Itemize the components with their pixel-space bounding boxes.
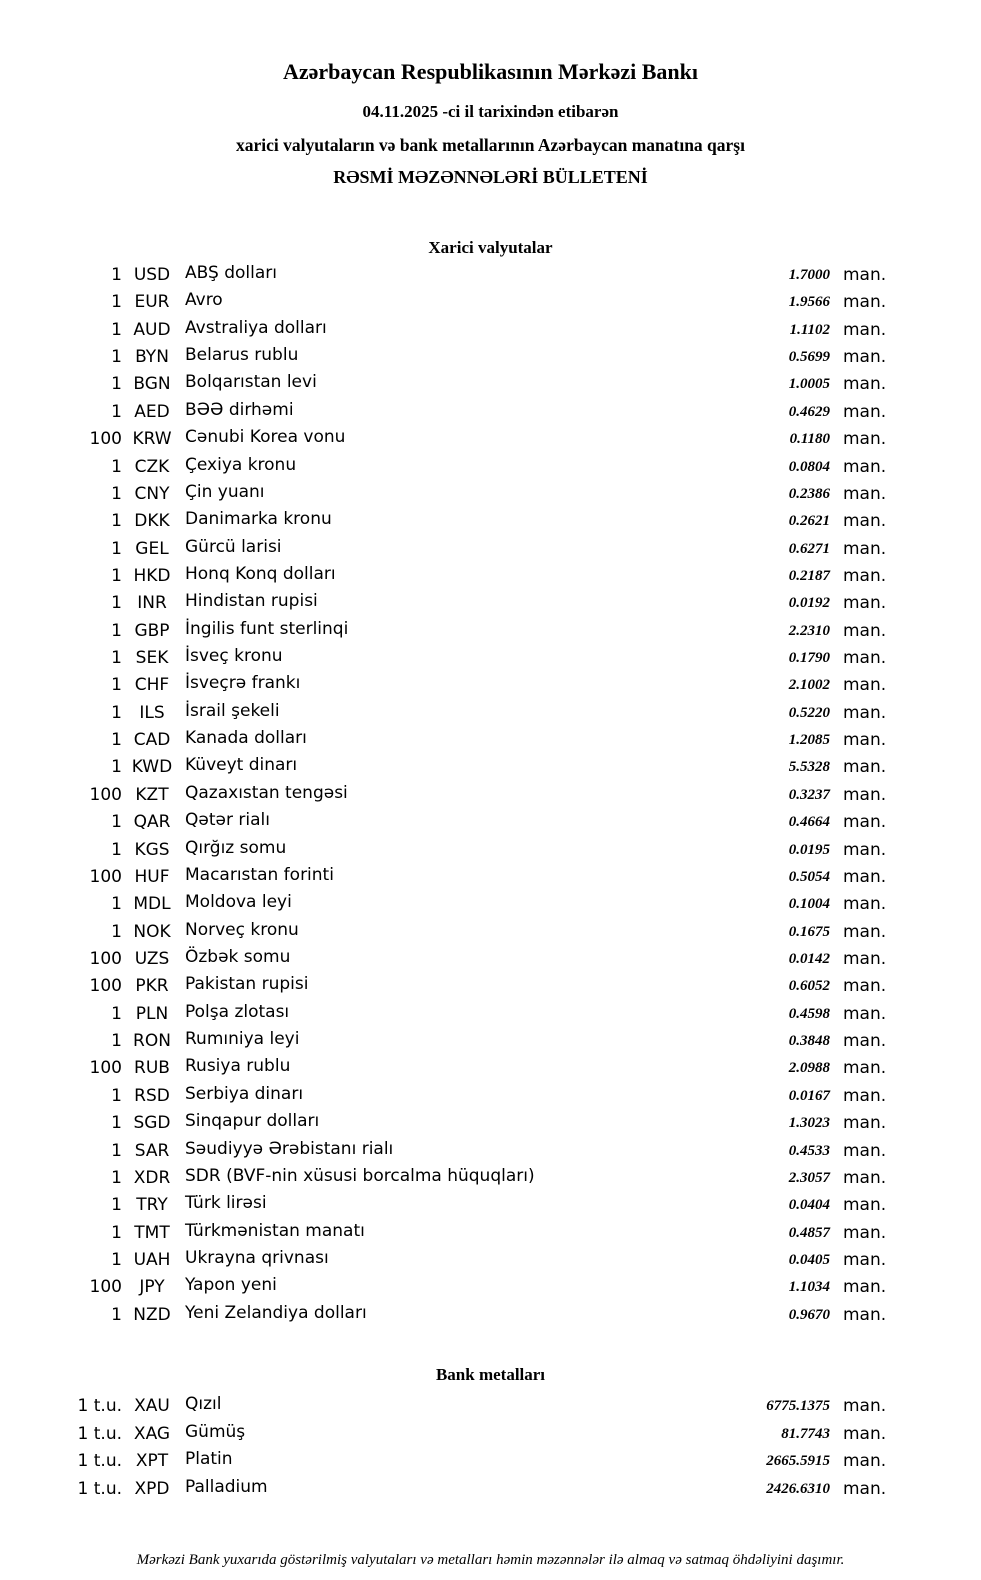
rate-value: 0.5699 [788, 349, 830, 366]
rate-value: 0.6271 [788, 540, 830, 557]
unit-label: man. [843, 1222, 887, 1243]
rate-value: 1.0005 [788, 376, 830, 393]
currency-code: MDL [133, 894, 171, 915]
currency-rate-row [0, 837, 981, 864]
currency-rate-row [0, 1138, 981, 1165]
quantity-value: 1 [111, 620, 122, 641]
rate-value: 0.0804 [788, 458, 830, 475]
rate-value: 0.5220 [788, 704, 830, 721]
rate-value: 0.4629 [788, 403, 830, 420]
rate-value: 1.3023 [788, 1115, 830, 1132]
rate-value: 0.4664 [788, 814, 830, 831]
bank-name-title: Azərbaycan Respublikasının Mərkəzi Bankı [283, 59, 698, 84]
currency-code: AED [134, 401, 170, 422]
rate-value: 2.2310 [788, 622, 830, 639]
currency-code: KGS [134, 839, 170, 860]
unit-label: man. [843, 565, 887, 586]
currency-name: Platin [185, 1449, 233, 1470]
unit-label: man. [843, 1451, 887, 1472]
quantity-value: 1 [111, 675, 122, 696]
rate-value: 0.1180 [789, 431, 830, 448]
currency-name: Hindistan rupisi [185, 591, 318, 612]
currency-name: Cənubi Korea vonu [185, 427, 346, 448]
currency-code: UAH [133, 1249, 171, 1270]
unit-label: man. [843, 511, 887, 532]
rate-value: 0.0404 [788, 1197, 830, 1214]
currency-rate-row [0, 672, 981, 699]
bulletin-title: RƏSMİ MƏZƏNNƏLƏRİ BÜLLETENİ [333, 167, 648, 187]
rate-value: 0.3237 [788, 786, 830, 803]
currency-code: CHF [134, 675, 170, 696]
unit-label: man. [843, 784, 887, 805]
currency-name: Qətər rialı [185, 810, 270, 831]
currency-rate-row [0, 809, 981, 836]
quantity-value: 100 [89, 1058, 122, 1079]
currency-code: KZT [135, 784, 169, 805]
metals-section-title: Bank metalları [435, 1365, 546, 1384]
quantity-value: 1 t.u. [77, 1423, 122, 1444]
currency-rate-row [0, 919, 981, 946]
unit-label: man. [843, 702, 887, 723]
currency-code: XPD [134, 1479, 170, 1500]
quantity-value: 1 [111, 702, 122, 723]
rate-value: 1.1102 [789, 321, 830, 338]
currency-code: KWD [131, 757, 173, 778]
currency-code: XDR [133, 1167, 171, 1188]
currency-code: PKR [135, 976, 169, 997]
currency-code: NOK [133, 921, 171, 942]
currency-rate-row [0, 481, 981, 508]
currency-name: Gümüş [185, 1421, 246, 1442]
rate-value: 1.7000 [788, 267, 830, 283]
currency-rate-row [0, 618, 981, 645]
currencies-table [0, 262, 981, 1329]
currency-code: KRW [132, 429, 172, 450]
quantity-value: 1 [111, 456, 122, 477]
unit-label: man. [843, 648, 887, 669]
rate-value: 0.0192 [788, 595, 830, 612]
currency-code: EUR [134, 292, 170, 313]
quantity-value: 1 [111, 812, 122, 833]
quantity-value: 1 [111, 292, 122, 313]
currency-rate-row [0, 1110, 981, 1137]
currency-rate-row [0, 1274, 981, 1301]
quantity-value: 1 [111, 511, 122, 532]
currency-name: Küveyt dinarı [185, 755, 298, 776]
unit-label: man. [843, 401, 887, 422]
quantity-value: 1 [111, 1195, 122, 1216]
unit-label: man. [843, 1113, 887, 1134]
currency-rate-row [0, 590, 981, 617]
currency-code: RSD [134, 1085, 170, 1106]
quantity-value: 1 [111, 1113, 122, 1134]
currency-name: BƏƏ dirhəmi [185, 399, 294, 420]
currency-name: Çin yuanı [185, 481, 265, 502]
quantity-value: 1 [111, 483, 122, 504]
unit-label: man. [843, 1304, 887, 1325]
currency-name: Gürcü larisi [185, 536, 282, 557]
metal-rate-row [0, 1448, 981, 1476]
unit-label: man. [843, 620, 887, 641]
rate-value: 1.1034 [788, 1279, 830, 1296]
currency-name: Yeni Zelandiya dolları [185, 1302, 367, 1323]
rate-value: 0.4533 [788, 1142, 830, 1159]
currency-name: Sinqapur dolları [185, 1111, 320, 1132]
currency-name: Avro [185, 290, 223, 311]
currency-name: İsrail şekeli [185, 700, 280, 721]
currency-name: Moldova leyi [185, 892, 292, 913]
currency-name: Ukrayna qrivnası [185, 1247, 329, 1268]
quantity-value: 1 t.u. [77, 1396, 122, 1416]
unit-label: man. [843, 265, 887, 285]
rate-value: 2.3057 [788, 1169, 830, 1186]
currency-rate-row [0, 399, 981, 426]
unit-label: man. [843, 483, 887, 504]
currency-code: NZD [133, 1304, 171, 1325]
currency-rate-row [0, 1192, 981, 1219]
currency-name: Özbək somu [185, 946, 291, 967]
disclaimer-note: Mərkəzi Bank yuxarıda göstərilmiş valyutaları və metalları həmin məzənnələr ilə almaq və satmaq öhdəliyini daşımır. [136, 1552, 845, 1568]
unit-label: man. [843, 757, 887, 778]
unit-label: man. [843, 1423, 887, 1444]
currency-code: PLN [135, 1003, 169, 1024]
currency-code: HKD [133, 565, 171, 586]
currency-name: Türkmənistan manatı [185, 1220, 365, 1241]
quantity-value: 1 [111, 538, 122, 559]
currency-code: XPT [135, 1451, 169, 1472]
unit-label: man. [843, 1003, 887, 1024]
currency-code: XAG [133, 1423, 171, 1444]
rate-value: 2.1002 [788, 677, 830, 694]
rate-value: 81.7743 [781, 1425, 830, 1442]
quantity-value: 100 [89, 429, 122, 450]
currency-code: XAU [134, 1396, 170, 1416]
currency-name: ABŞ dolları [185, 263, 277, 283]
currency-code: TRY [136, 1195, 168, 1216]
currency-name: Türk lirəsi [185, 1193, 267, 1214]
unit-label: man. [843, 1479, 887, 1500]
currency-code: GEL [135, 538, 169, 559]
rate-value: 0.4857 [788, 1224, 830, 1241]
currency-code: SEK [135, 648, 169, 669]
rate-value: 0.2621 [788, 513, 830, 530]
quantity-value: 1 [111, 1304, 122, 1325]
unit-label: man. [843, 866, 887, 887]
rate-value: 0.0405 [788, 1251, 830, 1268]
currency-name: Honq Konq dolları [185, 563, 336, 584]
effective-date-line: 04.11.2025 -ci il tarixindən etibarən [362, 102, 619, 121]
rate-value: 0.4598 [788, 1005, 830, 1022]
quantity-value: 1 [111, 401, 122, 422]
currency-code: RON [133, 1031, 171, 1052]
quantity-value: 1 [111, 1085, 122, 1106]
currency-rate-row [0, 754, 981, 781]
metal-rate-row [0, 1421, 981, 1449]
unit-label: man. [843, 1396, 887, 1416]
quantity-value: 1 t.u. [77, 1451, 122, 1472]
unit-label: man. [843, 374, 887, 395]
unit-label: man. [843, 347, 887, 368]
rate-value: 0.6052 [788, 978, 830, 995]
unit-label: man. [843, 1031, 887, 1052]
quantity-value: 1 [111, 593, 122, 614]
currency-code: QAR [133, 812, 171, 833]
currency-name: Danimarka kronu [185, 509, 332, 530]
currency-rate-row [0, 891, 981, 918]
currency-code: TMT [134, 1222, 170, 1243]
currency-code: CZK [134, 456, 170, 477]
currency-rate-row [0, 645, 981, 672]
currency-rate-row [0, 727, 981, 754]
quantity-value: 1 [111, 1003, 122, 1024]
quantity-value: 1 [111, 347, 122, 368]
currency-code: AUD [133, 319, 171, 340]
currency-rate-row [0, 289, 981, 316]
rate-value: 0.1790 [788, 650, 830, 667]
currency-rate-row [0, 563, 981, 590]
unit-label: man. [843, 921, 887, 942]
currency-rate-row [0, 536, 981, 563]
currency-name: Qızıl [185, 1394, 222, 1414]
currency-name: Avstraliya dolları [185, 317, 327, 338]
currency-code: JPY [139, 1277, 165, 1298]
currency-rate-row [0, 973, 981, 1000]
currency-name: Kanada dolları [185, 728, 307, 749]
currency-rate-row [0, 317, 981, 344]
unit-label: man. [843, 456, 887, 477]
quantity-value: 1 [111, 374, 122, 395]
quantity-value: 100 [89, 866, 122, 887]
currency-rate-row [0, 946, 981, 973]
currency-code: ILS [139, 702, 165, 723]
currency-name: İsveçrə frankı [185, 673, 301, 694]
currency-name: Serbiya dinarı [185, 1083, 304, 1104]
quantity-value: 1 [111, 648, 122, 669]
currency-rate-row [0, 1165, 981, 1192]
quantity-value: 1 [111, 565, 122, 586]
rate-value: 0.0167 [788, 1087, 830, 1104]
unit-label: man. [843, 1167, 887, 1188]
unit-label: man. [843, 1140, 887, 1161]
rate-value: 0.3848 [788, 1033, 830, 1050]
unit-label: man. [843, 976, 887, 997]
quantity-value: 1 [111, 730, 122, 751]
rate-value: 6775.1375 [766, 1398, 830, 1414]
currency-rate-row [0, 782, 981, 809]
currency-name: Pakistan rupisi [185, 974, 309, 995]
currency-name: Rusiya rublu [185, 1056, 291, 1077]
currency-rate-row [0, 700, 981, 727]
currency-code: DKK [134, 511, 170, 532]
quantity-value: 1 [111, 839, 122, 860]
currency-rate-row [0, 1247, 981, 1274]
currency-name: Belarus rublu [185, 345, 299, 366]
quantity-value: 100 [89, 976, 122, 997]
currency-rate-row [0, 1001, 981, 1028]
rate-value: 0.2187 [788, 567, 830, 584]
quantity-value: 1 [111, 757, 122, 778]
currency-code: RUB [134, 1058, 170, 1079]
unit-label: man. [843, 429, 887, 450]
currency-name: Norveç kronu [185, 919, 299, 940]
unit-label: man. [843, 730, 887, 751]
currency-code: UZS [134, 948, 170, 969]
rate-value: 0.0195 [788, 841, 830, 858]
subject-line: xarici valyutaların və bank metallarının Azərbaycan manatına qarşı [236, 135, 745, 155]
rate-value: 0.0142 [788, 950, 830, 967]
rate-value: 2426.6310 [766, 1481, 830, 1498]
currency-code: INR [137, 593, 167, 614]
unit-label: man. [843, 292, 887, 313]
quantity-value: 1 [111, 1249, 122, 1270]
currency-name: İsveç kronu [185, 646, 283, 667]
currency-name: Yapon yeni [185, 1275, 277, 1296]
unit-label: man. [843, 1277, 887, 1298]
currency-name: Bolqarıstan levi [185, 372, 317, 393]
currency-name: SDR (BVF-nin xüsusi borcalma hüquqları) [185, 1165, 535, 1186]
currency-rate-row [0, 508, 981, 535]
quantity-value: 1 [111, 1167, 122, 1188]
currency-rate-row [0, 864, 981, 891]
currency-name: Palladium [185, 1477, 268, 1498]
unit-label: man. [843, 839, 887, 860]
metal-rate-row [0, 1393, 981, 1421]
currency-code: USD [133, 265, 171, 285]
unit-label: man. [843, 1058, 887, 1079]
quantity-value: 100 [89, 1277, 122, 1298]
unit-label: man. [843, 593, 887, 614]
currency-code: CAD [133, 730, 171, 751]
rate-value: 0.9670 [788, 1306, 830, 1323]
unit-label: man. [843, 948, 887, 969]
unit-label: man. [843, 538, 887, 559]
rate-value: 0.1675 [788, 923, 830, 940]
unit-label: man. [843, 894, 887, 915]
rate-value: 1.2085 [788, 732, 830, 749]
currency-name: Qazaxıstan tengəsi [185, 782, 348, 803]
quantity-value: 100 [89, 948, 122, 969]
currency-name: Səudiyyə Ərəbistanı rialı [185, 1138, 394, 1159]
metals-table [0, 1393, 981, 1504]
currency-rate-row [0, 1083, 981, 1110]
currency-rate-row [0, 1028, 981, 1055]
currency-name: Rumıniya leyi [185, 1029, 300, 1050]
currency-rate-row [0, 1220, 981, 1247]
unit-label: man. [843, 319, 887, 340]
rate-value: 5.5328 [788, 759, 830, 776]
rate-value: 0.2386 [788, 485, 830, 502]
rate-value: 0.1004 [788, 896, 830, 913]
unit-label: man. [843, 1249, 887, 1270]
quantity-value: 1 [111, 894, 122, 915]
currencies-section-title: Xarici valyutalar [428, 238, 553, 257]
unit-label: man. [843, 812, 887, 833]
currency-rate-row [0, 1302, 981, 1329]
unit-label: man. [843, 1195, 887, 1216]
rate-value: 2.0988 [788, 1060, 830, 1077]
rate-value: 2665.5915 [766, 1453, 830, 1470]
quantity-value: 1 t.u. [77, 1479, 122, 1500]
quantity-value: 1 [111, 319, 122, 340]
currency-name: Polşa zlotası [185, 1001, 290, 1022]
rate-value: 0.5054 [788, 868, 830, 885]
currency-rate-row [0, 1055, 981, 1082]
currency-code: SAR [134, 1140, 170, 1161]
currency-name: Qırğız somu [185, 837, 287, 858]
currency-code: HUF [134, 866, 170, 887]
currency-code: CNY [134, 483, 170, 504]
currency-code: GBP [134, 620, 170, 641]
currency-rate-row [0, 344, 981, 371]
currency-rate-row [0, 426, 981, 453]
currency-rate-row [0, 371, 981, 398]
currency-code: BGN [133, 374, 171, 395]
currency-rate-row [0, 454, 981, 481]
unit-label: man. [843, 675, 887, 696]
currency-rate-row [0, 262, 981, 289]
quantity-value: 1 [111, 1140, 122, 1161]
quantity-value: 100 [89, 784, 122, 805]
unit-label: man. [843, 1085, 887, 1106]
quantity-value: 1 [111, 265, 122, 285]
currency-code: SGD [133, 1113, 171, 1134]
currency-code: BYN [135, 347, 169, 368]
quantity-value: 1 [111, 1031, 122, 1052]
quantity-value: 1 [111, 921, 122, 942]
currency-name: Çexiya kronu [185, 454, 297, 475]
quantity-value: 1 [111, 1222, 122, 1243]
rate-value: 1.9566 [788, 294, 830, 311]
currency-name: Macarıstan forinti [185, 864, 334, 885]
currency-name: İngilis funt sterlinqi [185, 618, 349, 639]
metal-rate-row [0, 1476, 981, 1504]
